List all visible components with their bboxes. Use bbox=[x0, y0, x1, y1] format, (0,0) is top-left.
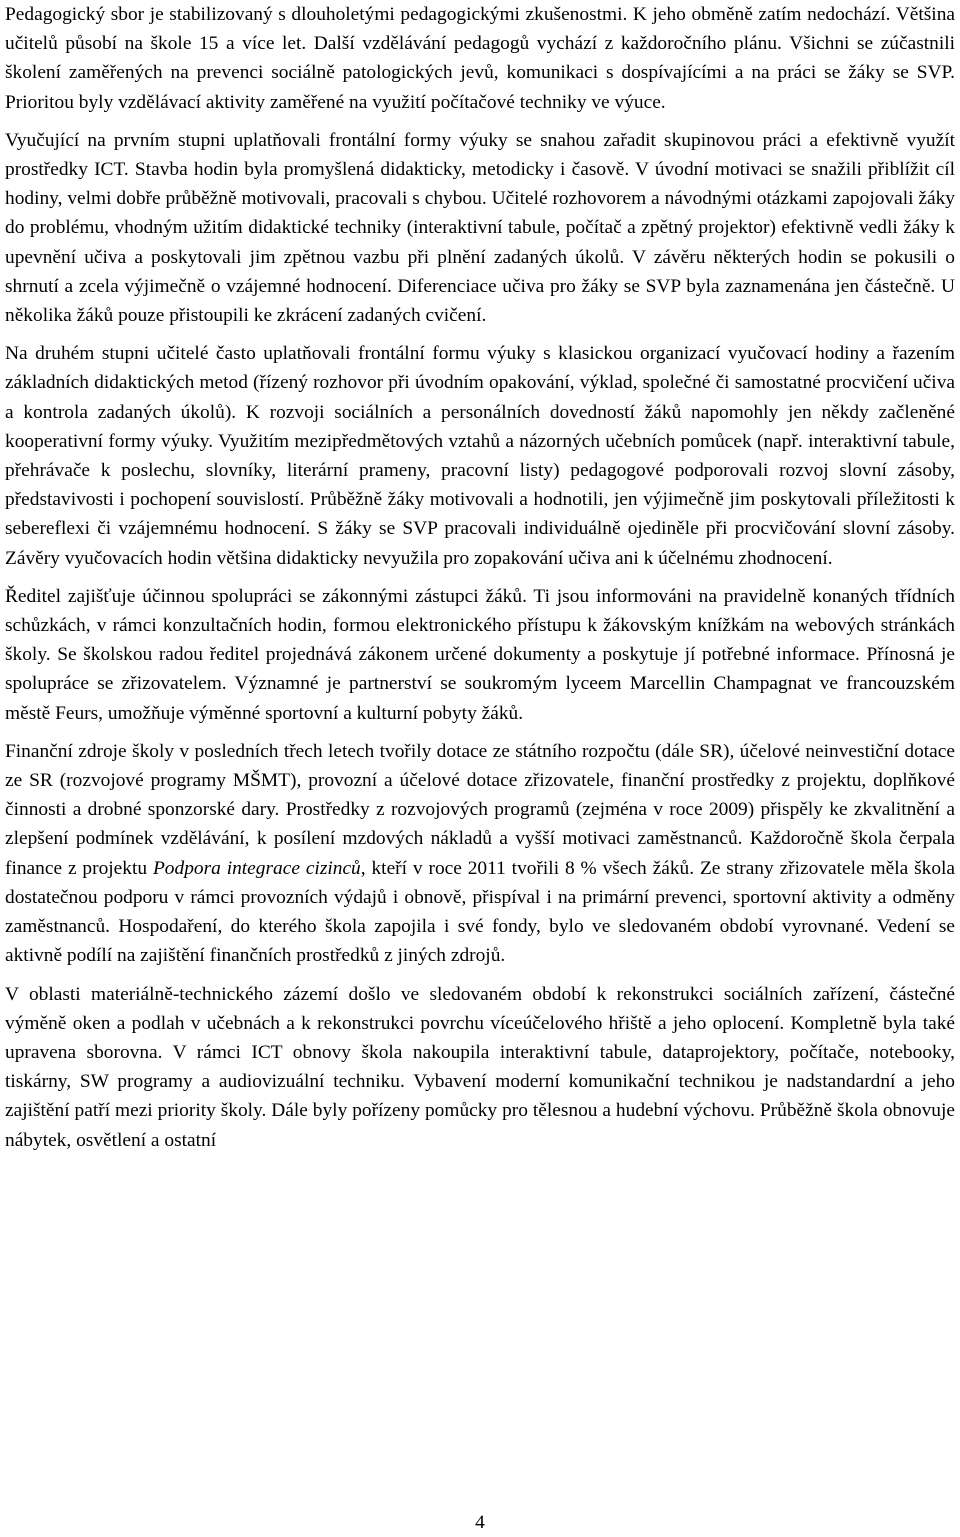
paragraph-text: Pedagogický sbor je stabilizovaný s dlouholetými pedagogickými zkušenostmi. K jeho obměně zatím nedochází. Většina učitelů působí na škole 15 a více let. Další vzdělávání pedagogů vychází z každoročního plánu. Všichni se zúčastnili školení zaměřených na prevenci sociálně patologických jevů, komunikaci s dospívajícími a na práci se žáky se SVP. Prioritou byly vzdělávací aktivity zaměřené na využití počítačové techniky ve výuce. bbox=[5, 4, 955, 113]
paragraph-second-stage-teaching bbox=[5, 339, 955, 573]
paragraph-text: V oblasti materiálně-technického zázemí došlo ve sledovaném období k rekonstrukci sociálních zařízení, částečné výměně oken a podlah v učebnách a k rekonstrukci povrchu víceúčelového hřiště a jeho oplocení. Kompletně byla také upravena sborovna. V rámci ICT obnovy škola nakoupila interaktivní tabule, dataprojektory, počítače, notebooky, tiskárny, SW programy a audiovizuální techniku. Vybavení moderní komunikační technikou je nadstandardní a jeho zajištění patří mezi priority školy. Dále byly pořízeny pomůcky pro tělesnou a hudební výchovu. Průběžně škola obnovuje nábytek, osvětlení a ostatní bbox=[5, 983, 955, 1151]
document-page bbox=[5, 0, 955, 1164]
project-name-italic: Podpora integrace cizinců bbox=[152, 857, 361, 879]
paragraph-text: Ředitel zajišťuje účinnou spolupráci se zákonnými zástupci žáků. Ti jsou informováni na pravidelně konaných třídních schůzkách, v rámci konzultačních hodin, formou elektronického přístupu k žákovským knížkám na webových stránkách školy. Se školskou radou ředitel projednává zákonem určené dokumenty a poskytuje jí potřebné informace. Přínosná je spolupráce se zřizovatelem. Významné je partnerství se soukromým lyceem Marcellin Champagnat ve francouzském městě Feurs, umožňuje výměnné sportovní a kulturní pobyty žáků. bbox=[5, 585, 955, 724]
paragraph-text: Na druhém stupni učitelé často uplatňovali frontální formu výuky s klasickou organizací vyučovací hodiny a řazením základních didaktických metod (řízený rozhovor při úvodním opakování, výklad, společné či samostatné procvičení učiva a kontrola zadaných úkolů). K rozvoji sociálních a personálních dovedností žáků napomohly jen někdy začleněné kooperativní formy výuky. Využitím mezipředmětových vztahů a názorných učebních pomůcek (např. interaktivní tabule, přehrávače k poslechu, slovníky, literární prameny, pracovní listy) pedagogové podporovali rozvoj slovní zásoby, představivosti i pochopení souvislostí. Průběžně žáky motivovali a hodnotili, jen výjimečně jim poskytovali příležitosti k sebereflexi či vzájemnému hodnocení. S žáky se SVP pracovali individuálně ojediněle při procvičování slovní zásoby. Závěry vyučovacích hodin většina didakticky nevyužila pro zopakování učiva ani k účelnému zhodnocení. bbox=[5, 343, 955, 569]
paragraph-finances bbox=[5, 737, 955, 971]
paragraph-first-stage-teaching bbox=[5, 126, 955, 330]
paragraph-text: , kteří v roce 2011 tvořili 8 % všech žáků. Ze strany zřizovatele měla škola dostatečnou podporu v rámci provozních výdajů i obnově, přispíval i na primární prevenci, sportovní aktivity a odměny zaměstnanců. Hospodaření, do kterého škola zapojila i své fondy, bylo ve sledovaném období vyrovnané. Vedení se aktivně podílí na zajištění finančních prostředků z jiných zdrojů. bbox=[5, 857, 956, 967]
paragraph-teaching-staff bbox=[5, 0, 955, 117]
page-number: 4 bbox=[475, 1512, 485, 1533]
paragraph-text: Finanční zdroje školy v posledních třech letech tvořily dotace ze státního rozpočtu (dále SR), účelové neinvestiční dotace ze SR (rozvojové programy MŠMT), provozní a účelové dotace zřizovatele, finanční prostředky z projektu, doplňkové činnosti a drobné sponzorské dary. Prostředky z rozvojových programů (zejména v roce 2009) přispěly ke zkvalitnění a zlepšení podmínek vzdělávání, k posílení mzdových nákladů a vyšší motivaci zaměstnanců. Každoročně škola čerpala finance z projektu bbox=[5, 740, 955, 879]
paragraph-material-equipment bbox=[5, 980, 955, 1155]
paragraph-cooperation bbox=[5, 582, 955, 728]
paragraph-text: Vyučující na prvním stupni uplatňovali frontální formy výuky se snahou zařadit skupinovou práci a efektivně využít prostředky ICT. Stavba hodin byla promyšlená didakticky, metodicky i časově. V úvodní motivaci se snažili přiblížit cíl hodiny, velmi dobře průběžně motivovali, pracovali s chybou. Učitelé rozhovorem a návodnými otázkami zapojovali žáky do problému, vhodným užitím didaktické techniky (interaktivní tabule, počítač a zpětný projektor) efektivně vedli žáky k upevnění učiva a poskytovali jim zpětnou vazbu při plnění zadaných úkolů. V závěru některých hodin se pokusili o shrnutí a zcela výjimečně o vzájemné hodnocení. Diferenciace učiva pro žáky se SVP byla zaznamenána jen částečně. U několika žáků pouze přistoupili ke zkrácení zadaných cvičení. bbox=[5, 129, 955, 327]
